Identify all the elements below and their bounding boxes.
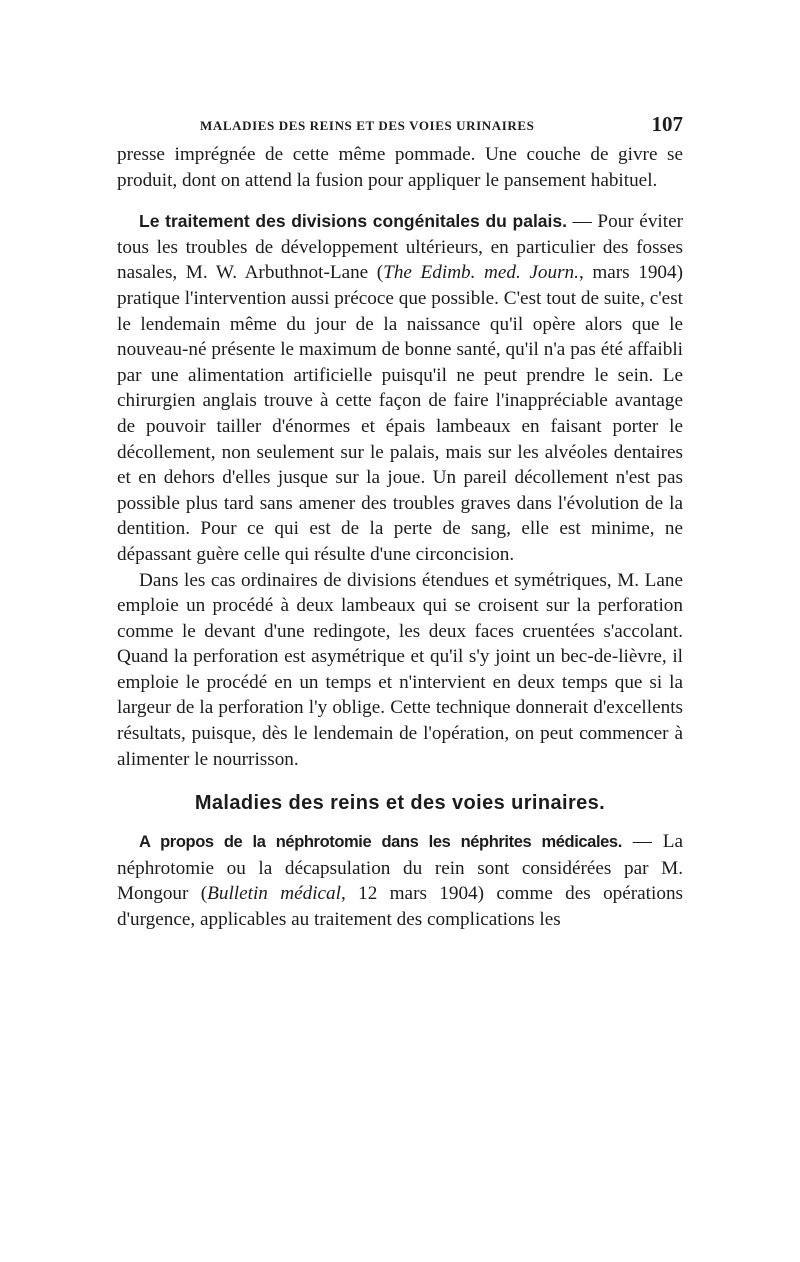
paragraph-body: , 12 mars 1904) comme des opérations d'urgence, applicables au traitement des complications les <box>117 883 684 931</box>
section-title: Maladies des reins et des voies urinaires. <box>194 792 606 815</box>
paragraph-text: presse imprégnée de cette même pommade. Une couche de givre se produit, dont on attend la fusion pour appliquer le pansement habituel. <box>117 144 683 191</box>
paragraph-body: , mars 1904) pratique l'intervention aussi précoce que possible. C'est tout de suite, c'est le lendemain même du jour de la naissance qu'il opère alors que le nouveau-né présente le maximum de bonne santé, qu'il n'a pas été affaibli par une alimentation artificielle puisqu'il ne peut prendre le sein. Le chirurgien anglais trouve à cette façon de faire l'inappréciable avantage de pouvoir tailler d'énormes et épais lambeaux en faisant porter le décollement, non seulement sur le palais, mais sur les alvéoles dentaires et en dehors d'elles jusque sur la joue. Un pareil décollement n'est pas possible plus tard sans amener des troubles graves dans l'évolution de la dentition. Pour ce qui est de la perte de sang, elle est minime, ne dépassant guère celle qui résulte d'une circoncision. <box>117 262 683 565</box>
run-in-heading: A propos de la néphrotomie dans les néphrites médicales. <box>139 833 622 852</box>
paragraph-cleft-palate <box>117 209 683 567</box>
paragraph-lead: — La néphrotomie ou la décapsulation du rein sont considérées par M. Mongour ( <box>117 831 683 905</box>
paragraph-text: Dans les cas ordinaires de divisions étendues et symétriques, M. Lane emploie un procédé à deux lambeaux qui se croisent sur la perforation comme le devant d'une redingote, les deux faces cruentées s'accolant. Quand la perforation est asymétrique et qu'il s'y joint un bec-de-lièvre, il emploie le procédé en un temps et n'intervient en deux temps que si la largeur de la perforation l'y oblige. Cette technique donnerait d'excellents résultats, puisque, dès le lendemain de l'opération, on peut commencer à alimenter le nourrisson. <box>117 569 683 770</box>
book-page <box>117 112 683 933</box>
paragraph-lane-procedure <box>117 568 683 773</box>
paragraph-lead: — Pour éviter tous les troubles de développement ultérieurs, en particulier des fosses nasales, M. W. Arbuthnot-Lane ( <box>117 211 683 284</box>
paragraph-nephrotomy <box>117 829 683 932</box>
page-header <box>117 112 683 142</box>
journal-citation: The Edimb. med. Journ. <box>383 262 579 284</box>
journal-citation: Bulletin médical <box>207 883 341 905</box>
running-head: MALADIES DES REINS ET DES VOIES URINAIRES <box>200 118 535 133</box>
page-number: 107 <box>651 112 683 136</box>
run-in-heading: Le traitement des divisions congénitales du palais. <box>139 211 567 232</box>
paragraph-continuation <box>117 142 683 193</box>
